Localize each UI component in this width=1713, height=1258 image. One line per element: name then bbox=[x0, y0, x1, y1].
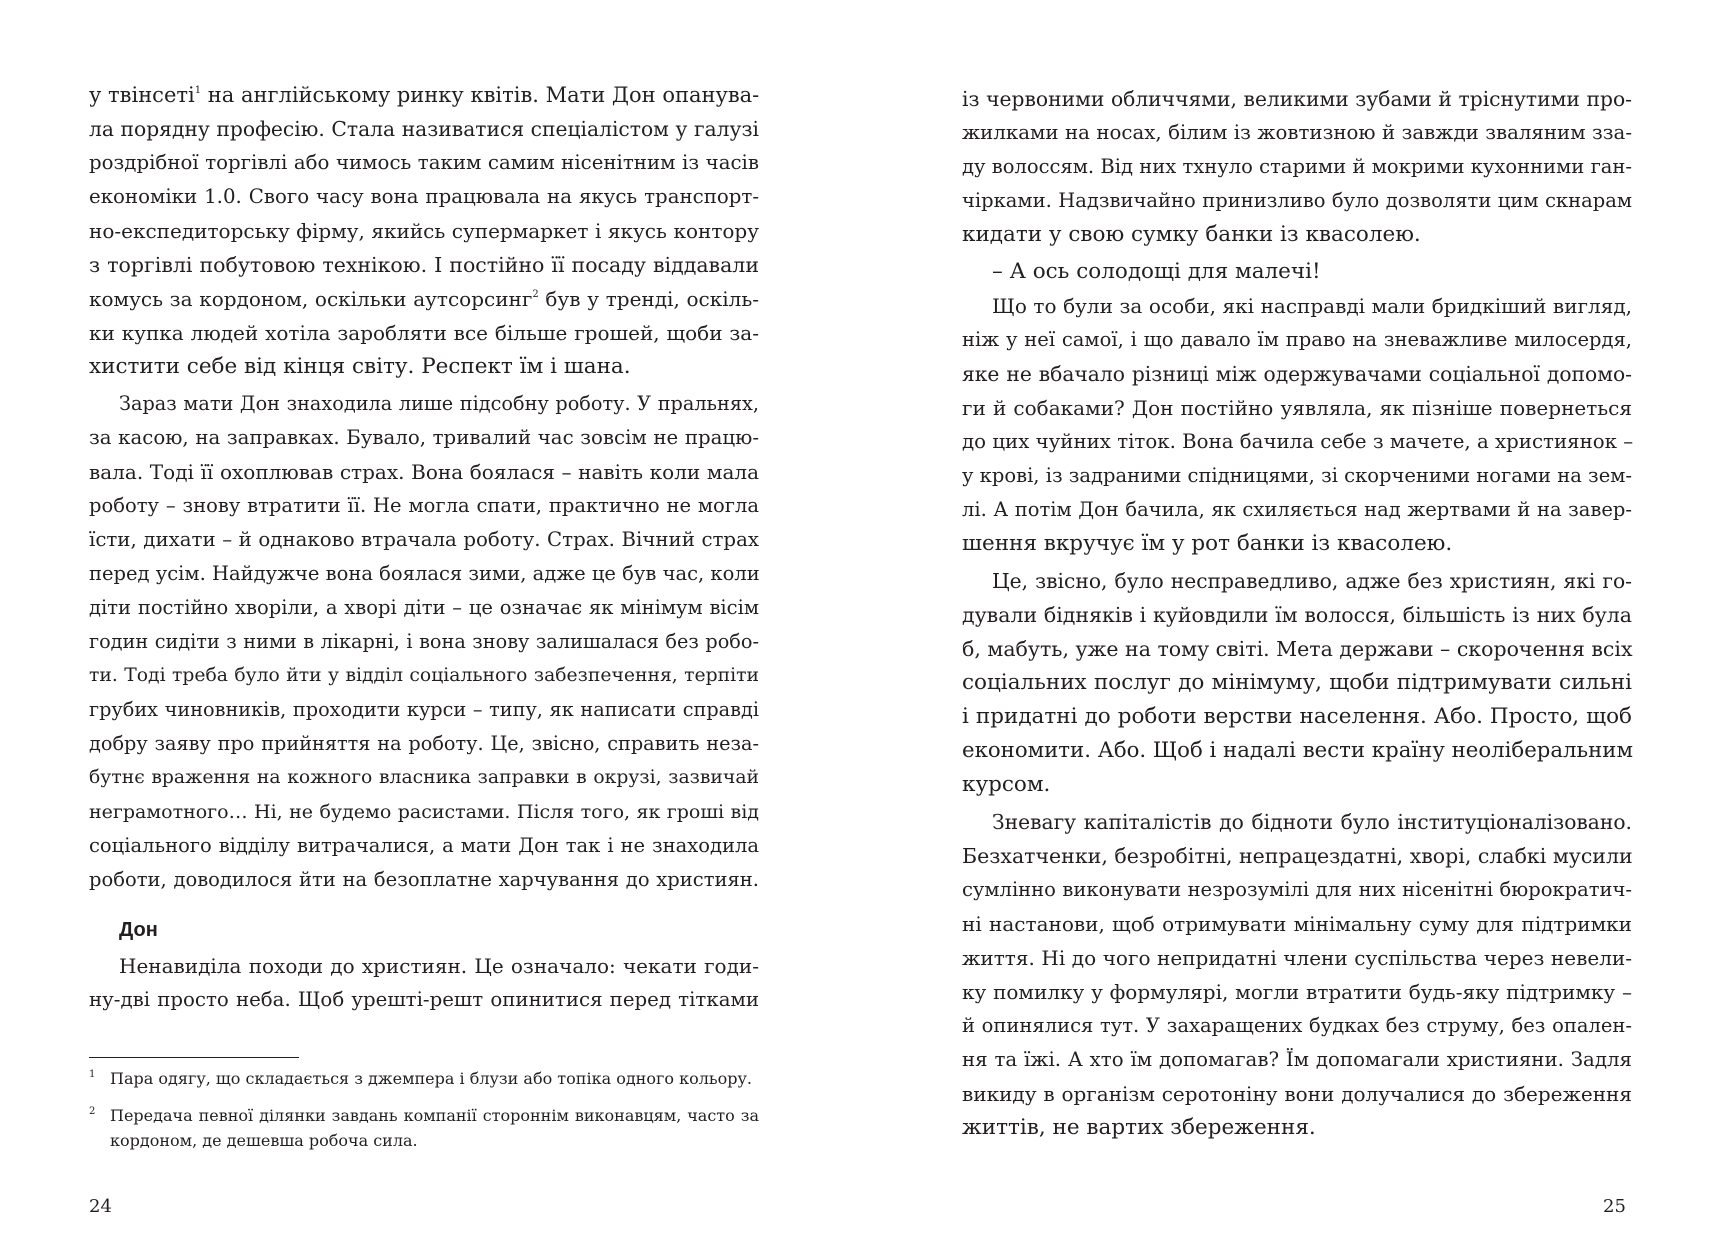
text-line: соціальних послуг до мінімуму, щоби підтримувати сильні bbox=[962, 670, 1632, 695]
text-line: хистити себе від кінця світу. Респект їм і шана. bbox=[89, 354, 631, 379]
text-line: ду волоссям. Від них тхнуло старими й мокрими кухонними ган- bbox=[962, 155, 1632, 178]
right-page bbox=[856, 0, 1713, 1258]
text-line: ки купка людей хотіла заробляти все більше грошей, щоби за- bbox=[89, 321, 759, 345]
text-line: економити. Або. Щоб і надалі вести країну неоліберальним bbox=[962, 738, 1633, 763]
text-line: викиду в організм серотоніну вони долучалися до збереження bbox=[962, 1082, 1632, 1106]
text-line: вала. Тоді її охоплював страх. Вона боялася – навіть коли мала bbox=[89, 460, 759, 484]
text-line: ку помилку у формулярі, могли втратити будь-яку підтримку – bbox=[962, 980, 1632, 1004]
text-line: жилками на носах, білим із жовтизною й завжди зваляним зза- bbox=[962, 121, 1632, 144]
footnote-ref-2: 2 bbox=[532, 289, 539, 300]
text-line: ти. Тоді треба було йти у відділ соціального забезпечення, терпіти bbox=[89, 665, 759, 686]
text-line: із червоними обличчями, великими зубами й тріснутими про- bbox=[962, 87, 1632, 111]
text-line: кидати у свою сумку банки із квасолею. bbox=[962, 222, 1421, 247]
section-subheading: Дон bbox=[119, 919, 158, 941]
text-line: у крові, із задраними спідницями, зі скорченими ногами на зем- bbox=[962, 464, 1632, 487]
text-line: неграмотного… Ні, не будемо расистами. Після того, як гроші від bbox=[89, 801, 759, 823]
text-line: життя. Ні до чого непридатні члени суспільства через невели- bbox=[962, 946, 1632, 970]
dialogue-line: – А ось солодощі для малечі! bbox=[992, 259, 1321, 284]
text-line: за касою, на заправках. Бувало, тривалий час зовсім не працю- bbox=[89, 426, 759, 449]
text-line: діти постійно хворіли, а хворі діти – це означає як мінімум вісім bbox=[89, 596, 759, 619]
text-line: перед усім. Найдужче вона боялася зими, адже це був час, коли bbox=[89, 562, 760, 585]
footnote-text: кордоном, де дешевша робоча сила. bbox=[110, 1131, 418, 1150]
text-line: б, мабуть, уже на тому світі. Мета держави – скорочення всіх bbox=[962, 637, 1633, 661]
text-line: у твінсеті$^1$ на англійському ринку квітів. Мати Дон опанува- bbox=[89, 83, 760, 107]
text-line: годин сидіти з ними в лікарні, і вона знову залишалася без робо- bbox=[89, 630, 759, 653]
text-line: економіки 1.0. Свого часу вона працювала на якусь транспорт- bbox=[89, 185, 759, 208]
footnote-separator bbox=[89, 1057, 299, 1058]
text-line: Ненавиділа походи до християн. Це означало: чекати годи- bbox=[119, 954, 759, 978]
text-line: курсом. bbox=[962, 772, 1051, 797]
text-line: грубих чиновників, проходити курси – типу, як написати справді bbox=[89, 698, 759, 721]
footnote-2 bbox=[89, 1103, 759, 1128]
footnote-2-cont bbox=[89, 1128, 759, 1153]
footnote-1 bbox=[89, 1066, 759, 1091]
text-line: но-експедиторську фірму, якийсь супермаркет і якусь контору bbox=[89, 219, 759, 243]
page-number: 24 bbox=[89, 1196, 112, 1217]
text-line: до цих чуйних тіток. Вона бачила себе з мачете, а християнок – bbox=[962, 430, 1634, 453]
left-page bbox=[0, 0, 856, 1258]
footnote-number: 2 bbox=[89, 1106, 96, 1117]
text-line: роботу – знову втратити її. Не могла спати, практично не могла bbox=[89, 494, 759, 517]
text-line: життів, не вартих збереження. bbox=[962, 1115, 1316, 1140]
text-line: Зневагу капіталістів до бідноти було інституціоналізовано. bbox=[992, 810, 1632, 834]
text-line: і придатні до роботи верстви населення. Або. Просто, щоб bbox=[962, 704, 1632, 729]
text-line: ла порядну професію. Стала називатися спеціалістом у галузі bbox=[89, 117, 759, 141]
text-line: бутнє враження на кожного власника заправки в окрузі, зазвичай bbox=[89, 767, 759, 788]
text-line: роботи, доводилося йти на безоплатне харчування до християн. bbox=[89, 868, 759, 891]
text-line: соціального відділу витрачалися, а мати Дон так і не знаходила bbox=[89, 834, 759, 857]
text-line: шення вкручує їм у рот банки із квасолею. bbox=[962, 531, 1453, 556]
text-line: й опинялися тут. У захаращених будках без струму, без опален- bbox=[962, 1014, 1632, 1037]
text-line: ня та їжі. А хто їм допомагав? Їм допомагали християни. Задля bbox=[962, 1048, 1632, 1071]
text-line: чірками. Надзвичайно принизливо було дозволяти цим скнарам bbox=[962, 189, 1632, 212]
text-line: Що то були за особи, які насправді мали бридкіший вигляд, bbox=[992, 294, 1632, 318]
text-line: сумлінно виконувати незрозумілі для них нісенітні бюрократич- bbox=[962, 878, 1632, 901]
text-line: роздрібної торгівлі або чимось таким самим нісенітним із часів bbox=[89, 151, 759, 174]
text-line: лі. А потім Дон бачила, як схиляється над жертвами й на завер- bbox=[962, 498, 1632, 521]
footnote-text: Передача певної ділянки завдань компанії стороннім виконавцям, часто за bbox=[110, 1106, 759, 1125]
footnote-text: Пара одягу, що складається з джемпера і блузи або топіка одного кольору. bbox=[110, 1069, 752, 1088]
text-line: дували бідняків і куйовдили їм волосся, більшість із них була bbox=[962, 603, 1632, 627]
text-line: ні настанови, щоб отримувати мінімальну суму для підтримки bbox=[962, 912, 1632, 936]
text-line: яке не вбачало різниці між одержувачами соціальної допомо- bbox=[962, 362, 1632, 386]
footnote-ref-1: 1 bbox=[194, 85, 202, 96]
text-line: ніж у неї самої, і що давало їм право на зневажливе милосердя, bbox=[962, 328, 1632, 351]
footnote-number: 1 bbox=[89, 1069, 96, 1080]
text-line: Зараз мати Дон знаходила лише підсобну роботу. У пральнях, bbox=[119, 392, 759, 415]
text-line: з торгівлі побутовою технікою. І постійно її посаду віддавали bbox=[89, 253, 759, 277]
text-line: Це, звісно, було несправедливо, адже без християн, які го- bbox=[992, 569, 1632, 593]
text-line: ну-дві просто неба. Щоб урешті-решт опинитися перед тітками bbox=[89, 988, 759, 1011]
text-line: Безхатченки, безробітні, непрацездатні, хворі, слабкі мусили bbox=[962, 844, 1633, 868]
text-line: їсти, дихати – й однаково втрачала роботу. Страх. Вічний страх bbox=[89, 528, 759, 551]
text-line: добру заяву про прийняття на роботу. Це, звісно, справить неза- bbox=[89, 732, 759, 755]
text-line: ги й собаками? Дон постійно уявляла, як пізніше повернеться bbox=[962, 396, 1632, 420]
text-line: комусь за кордоном, оскільки аутсорсинг$^2$ був у тренді, оскіль- bbox=[89, 287, 760, 311]
page-number: 25 bbox=[1603, 1196, 1626, 1217]
